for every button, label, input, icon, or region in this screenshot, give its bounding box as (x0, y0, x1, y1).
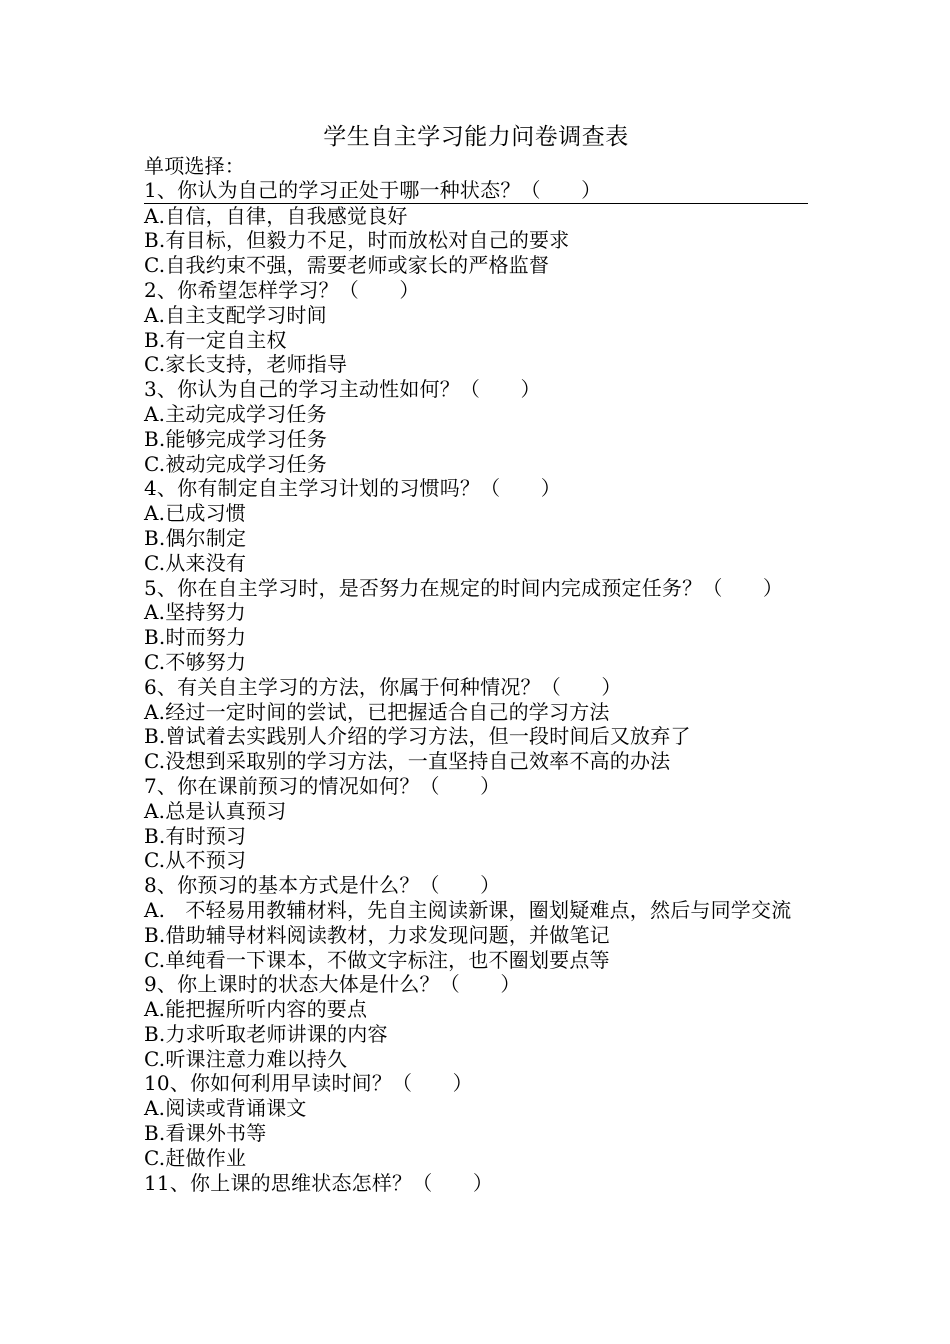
answer-option: A.自主支配学习时间 (144, 302, 327, 327)
question-block (144, 377, 808, 476)
question-list (144, 179, 808, 1196)
question-block (144, 1171, 808, 1196)
answer-option: B.有时预习 (144, 823, 247, 848)
document-title: 学生自主学习能力问卷调查表 (323, 124, 629, 150)
answer-option: B.力求听取老师讲课的内容 (144, 1021, 388, 1046)
question-text: 7、你在课前预习的情况如何？（ ） (144, 773, 501, 798)
answer-option: C.自我约束不强，需要老师或家长的严格监督 (144, 253, 550, 278)
document-page (144, 120, 808, 1195)
question-block (144, 873, 808, 972)
question-text: 9、你上课时的状态大体是什么？（ ） (144, 972, 521, 997)
answer-option: B.借助辅导材料阅读教材，力求发现问题，并做笔记 (144, 922, 610, 947)
question-text: 2、你希望怎样学习？（ ） (144, 277, 420, 302)
answer-option: B.偶尔制定 (144, 525, 247, 550)
answer-option: A.主动完成学习任务 (144, 401, 327, 426)
question-text: 5、你在自主学习时，是否努力在规定的时间内完成预定任务？（ ） (144, 575, 784, 600)
question-block (144, 179, 808, 278)
answer-option: C.家长支持，老师指导 (144, 352, 348, 377)
answer-option: A.坚持努力 (144, 600, 247, 625)
question-text: 10、你如何利用早读时间？（ ） (144, 1071, 473, 1096)
question-block (144, 278, 808, 377)
question-text: 6、有关自主学习的方法，你属于何种情况？（ ） (144, 674, 622, 699)
question-text: 1、你认为自己的学习正处于哪一种状态？（ ） (144, 179, 808, 204)
answer-option: B.有目标，但毅力不足，时而放松对自己的要求 (144, 228, 570, 253)
question-block (144, 675, 808, 774)
question-block (144, 476, 808, 575)
question-text: 8、你预习的基本方式是什么？（ ） (144, 873, 501, 898)
answer-option: C.听课注意力难以持久 (144, 1046, 348, 1071)
answer-option: C.从来没有 (144, 550, 247, 575)
answer-option: A.阅读或背诵课文 (144, 1096, 307, 1121)
answer-option: A.能把握所听内容的要点 (144, 997, 368, 1022)
answer-option: C.单纯看一下课本，不做文字标注，也不圈划要点等 (144, 947, 610, 972)
answer-option: C.没想到采取别的学习方法，一直坚持自己效率不高的办法 (144, 749, 671, 774)
question-block (144, 1071, 808, 1170)
answer-option: B.有一定自主权 (144, 327, 287, 352)
answer-option: C.被动完成学习任务 (144, 451, 327, 476)
answer-option: A.自信，自律，自我感觉良好 (144, 203, 408, 228)
answer-option: B.能够完成学习任务 (144, 426, 328, 451)
question-text: 3、你认为自己的学习主动性如何？（ ） (144, 377, 541, 402)
question-text: 4、你有制定自主学习计划的习惯吗？（ ） (144, 476, 561, 501)
question-block (144, 774, 808, 873)
question-block (144, 576, 808, 675)
answer-option: B.看课外书等 (144, 1121, 267, 1146)
answer-option: A.经过一定时间的尝试，已把握适合自己的学习方法 (144, 699, 610, 724)
question-text: 11、你上课的思维状态怎样？（ ） (144, 1170, 494, 1195)
section-label: 单项选择： (144, 154, 245, 178)
question-block (144, 972, 808, 1071)
answer-option: A.总是认真预习 (144, 798, 287, 823)
answer-option: C.赶做作业 (144, 1145, 247, 1170)
answer-option: A.已成习惯 (144, 501, 247, 526)
answer-option: B.时而努力 (144, 625, 247, 650)
answer-option: C.从不预习 (144, 848, 247, 873)
answer-option: B.曾试着去实践别人介绍的学习方法，但一段时间后又放弃了 (144, 724, 691, 749)
answer-option: A. 不轻易用教辅材料，先自主阅读新课，圈划疑难点，然后与同学交流 (144, 897, 792, 922)
answer-option: C.不够努力 (144, 649, 247, 674)
